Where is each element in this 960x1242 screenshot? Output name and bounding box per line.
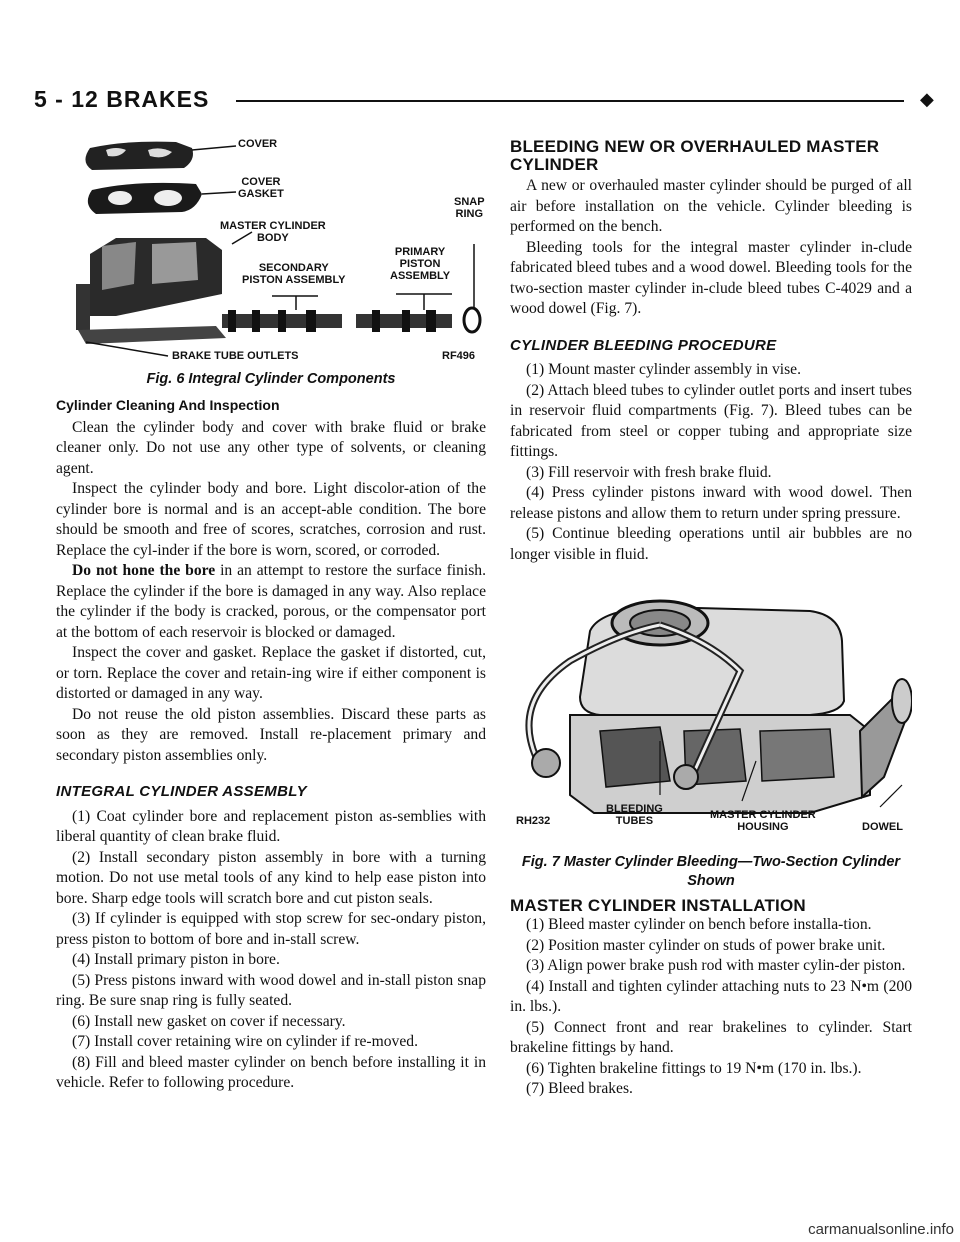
installation-step: (4) Install and tighten cylinder attaching nuts to 23 N•m (200 in. lbs.). [510,977,912,1015]
callout-master-cylinder-housing: MASTER CYLINDER HOUSING [710,809,816,833]
page-label: 5 - 12 BRAKES [34,86,210,112]
procedure-step: (4) Press cylinder pistons inward with wood dowel. Then release pistons and allow them to return under spring pressure. [510,484,912,522]
cleaning-paragraph-5: Do not reuse the old piston assemblies. Discard these parts as soon as they are removed. Install re-placement primary and secondary piston assemblies only. [56,705,486,764]
site-watermark: carmanualsonline.info [808,1221,954,1238]
fig6-caption: Fig. 6 Integral Cylinder Components [146,371,396,387]
callout-dowel: DOWEL [862,821,903,833]
callout-figure-code: RF496 [442,350,476,362]
cleaning-paragraph-3 [56,561,486,643]
integral-step: (1) Coat cylinder bore and replacement piston as-semblies with liberal quantity of clean brake fluid. [56,807,486,845]
procedure-step: (5) Continue bleeding operations until air bubbles are no longer visible in fluid. [510,525,912,563]
integral-step: (2) Install secondary piston assembly in bore with a turning motion. Do not use metal tools of any kind to help ease piston into bore. Sharp edge tools will scratch bore and cut piston seals. [56,848,486,907]
procedure-heading: CYLINDER BLEEDING PROCEDURE [510,336,777,354]
bleeding-paragraph-2: Bleeding tools for the integral master cylinder in-clude fabricated bleed tubes and a wood dowel. Bleeding tools for the two-section master cylinder in-clude bleed tubes C-4029 and a wood dowel (Fig. 7). [510,238,912,317]
integral-step: (7) Install cover retaining wire on cylinder if re-moved. [72,1033,418,1050]
page-header [34,86,934,120]
fig7-figure [510,581,912,843]
integral-step: (3) If cylinder is equipped with stop screw for sec-ondary piston, press piston to bottom of bore and in-stall screw. [56,910,486,948]
callout-secondary-piston: SECONDARY PISTON ASSEMBLY [242,262,346,286]
procedure-step: (3) Fill reservoir with fresh brake fluid. [526,463,772,481]
callout-primary-piston: PRIMARY PISTON ASSEMBLY [390,246,451,282]
cleaning-paragraph-3-text: in an attempt to restore the surface finish. Replace the cylinder if the bore is damaged in any way. Also replace the cylinder if the body is cracked, porous, or the compensator port at the bottom of each reservoir is blocked or damaged. [56,562,486,641]
integral-step: (5) Press pistons inward with wood dowel and in-stall piston snap ring. Be sure snap ring is fully seated. [56,971,486,1009]
installation-step: (7) Bleed brakes. [526,1080,633,1097]
installation-step: (2) Position master cylinder on studs of power brake unit. [526,936,886,954]
procedure-step: (1) Mount master cylinder assembly in vise. [526,361,801,378]
integral-heading: INTEGRAL CYLINDER ASSEMBLY [56,783,307,800]
callout-master-cylinder-body: MASTER CYLINDER BODY [220,220,326,244]
integral-step: (4) Install primary piston in bore. [72,951,280,968]
cleaning-heading: Cylinder Cleaning And Inspection [56,397,280,413]
callout-fig7-code: RH232 [516,815,551,827]
installation-step: (1) Bleed master cylinder on bench before installa-tion. [526,916,872,933]
installation-step: (5) Connect front and rear brakelines to cylinder. Start brakeline fittings by hand. [510,1018,912,1056]
integral-step: (8) Fill and bleed master cylinder on bench before installing it in vehicle. Refer to following procedure. [56,1053,486,1091]
callout-cover-gasket: COVER GASKET [238,176,284,200]
cleaning-paragraph-4: Inspect the cover and gasket. Replace the gasket if distorted, cut, or torn. Replace the cover and retain-ing wire if either component is distorted or damaged in any way. [56,644,486,702]
right-column [510,134,912,1100]
installation-step: (6) Tighten brakeline fittings to 19 N•m (170 in. lbs.). [526,1059,862,1077]
left-column [56,134,486,1094]
bleeding-paragraph-1: A new or overhauled master cylinder should be purged of all air before installation on the vehicle. Cylinder bleeding is performed on the bench. [510,177,912,235]
integral-step: (6) Install new gasket on cover if necessary. [72,1012,346,1030]
fig6-figure [56,134,486,362]
fig7-illustration [510,581,912,843]
fig7-caption: Fig. 7 Master Cylinder Bleeding—Two-Section Cylinder Shown [521,854,901,889]
diamond-marker: ◆ [920,89,934,109]
callout-snap-ring: SNAP RING [454,196,485,220]
callout-cover: COVER [238,138,278,150]
cleaning-paragraph-2: Inspect the cylinder body and bore. Light discolor-ation of the cylinder bore is normal and is an accept-able condition. The bore should be smooth and free of scores, scratches, corrosion and rust. Replace the cyl-inder if the bore is worn, scored, or corroded. [56,480,486,559]
cleaning-paragraph-1: Clean the cylinder body and cover with brake fluid or brake cleaner only. Do not use any other type of solvents, or cleaning agent. [56,418,486,477]
callout-brake-tube-outlets: BRAKE TUBE OUTLETS [172,350,299,362]
installation-step: (3) Align power brake push rod with master cylin-der piston. [526,957,906,974]
procedure-step: (2) Attach bleed tubes to cylinder outlet ports and insert tubes in reservoir fluid compartments (Fig. 7). Bleed tubes can be fabricated from steel or copper tubing and appropriate size fittings. [510,381,912,460]
cleaning-warning: Do not hone the bore [72,562,216,579]
bleeding-heading: BLEEDING NEW OR OVERHAULED MASTER CYLINDER [510,137,880,174]
installation-heading: MASTER CYLINDER INSTALLATION [510,896,806,915]
callout-bleeding-tubes: BLEEDING TUBES [606,803,663,827]
header-rule [236,100,904,102]
